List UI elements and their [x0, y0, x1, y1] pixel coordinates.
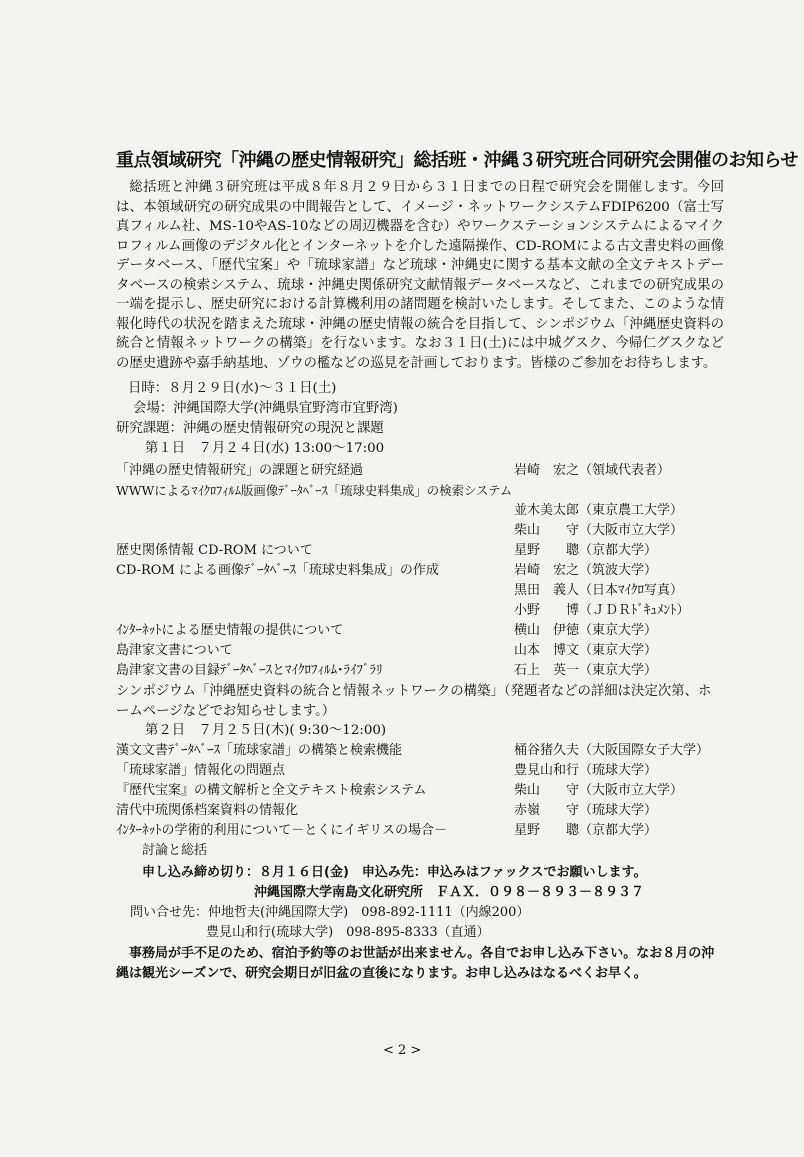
presenter: 小野 博（ＪＤＲﾄﾞｷｭﾒﾝﾄ） [514, 603, 690, 618]
presenter: 柴山 守（大阪市立大学） [514, 523, 684, 538]
presenter: 黒田 義人（日本ﾏｲｸﾛ写真） [514, 583, 684, 598]
program-item: 討論と総括 [142, 843, 208, 858]
symposium-note: シンポジウム「沖縄歴史資料の統合と情報ネットワークの構築」（発題者などの詳細は決定次第、ホームページなどでお知らせします。） [116, 684, 712, 719]
intro-paragraph [116, 178, 724, 373]
intro-text: 総括班と沖縄３研究班は平成８年８月２９日から３１日までの日程で研究会を開催します。今回は、本領域研究の研究成果の中間報告として、イメージ・ネットワークシステムFDIP6200（富士写真フィルム社、MS-10やAS-10などの周辺機器を含む）やワークステーションシステムによるマイクロフィルム画像のデジタル化とインターネットを介した遠隔操作、CD-ROMによる古文書史料の画像データベース、「歴代宝案」や「琉球家譜」など琉球・沖縄史に関する基本文献の全文テキストデータベースの検索システム、琉球・沖縄史関係研究文献情報データベースなど、これまでの研究成果の一端を提示し、歴史研究における計算機利用の諸問題を検討いたします。そしてまた、このような情報化時代の状況を踏まえた琉球・沖縄の歴史情報の統合を目指して、シンポジウム「沖縄歴史資料の統合と情報ネットワークの構築」を行ないます。なお３１日(土)には中城グスク、今帰仁グスクなどの歴史遺跡や嘉手納基地、ゾウの檻などの巡見を計画しております。皆様のご参加をお待ちします。 [116, 180, 724, 371]
program-item: 『歴代宝案』の構文解析と全文テキスト検索システム [116, 783, 427, 798]
program-item: CD-ROM による画像ﾃﾞｰﾀﾍﾞｰｽ「琉球史料集成」の作成 [116, 563, 439, 578]
program-item: 島津家文書について [116, 643, 233, 658]
page-title: 重点領域研究「沖縄の歴史情報研究」総括班・沖縄３研究班合同研究会開催のお知らせ [116, 150, 798, 171]
day2-heading: 第２日 ７月２５日(木)( 9:30～12:00) [145, 723, 387, 738]
research-theme: 研究課題：沖縄の歴史情報研究の現況と課題 [116, 421, 384, 436]
presenter: 石上 英一（東京大学） [514, 663, 658, 678]
contact-line-2: 豊見山和行(琉球大学) 098-895-8333（直通） [206, 925, 490, 940]
event-venue: 会場：沖縄国際大学(沖縄県宜野湾市宜野湾) [133, 401, 398, 416]
presenter: 星野 聰（京都大学） [514, 543, 658, 558]
fax-number: 沖縄国際大学南島文化研究所 ＦＡＸ．０９８－８９３－８９３７ [254, 885, 645, 900]
program-item: ｲﾝﾀｰﾈｯﾄの学術的利用について－とくにイギリスの場合－ [116, 823, 447, 838]
program-item: 「沖縄の歴史情報研究」の課題と研究経過 [116, 463, 364, 478]
program-item: ｲﾝﾀｰﾈｯﾄによる歴史情報の提供について [116, 623, 344, 638]
event-date: 日時：８月２９日(水)～３１日(土) [128, 381, 337, 396]
presenter: 星野 聰（京都大学） [514, 823, 658, 838]
program-item: 「琉球家譜」情報化の問題点 [116, 763, 286, 778]
program-item: 清代中琉関係档案資料の情報化 [116, 803, 299, 818]
presenter: 並木美太郎（東京農工大学） [514, 503, 684, 518]
presenter: 豊見山和行（琉球大学） [514, 763, 658, 778]
contact-line-1: 問い合せ先：仲地哲夫(沖縄国際大学) 098-892-1111（内線200） [130, 905, 530, 920]
presenter: 岩崎 宏之（筑波大学） [514, 563, 658, 578]
closing-note: 事務局が手不足のため、宿泊予約等のお世話が出来ません。各自でお申し込み下さい。なお８月の沖縄は観光シーズンで、研究会期日が旧盆の直後になります。お申し込みはなるべくお早く。 [116, 946, 715, 981]
page-number: < 2 > [383, 1043, 422, 1058]
presenter: 赤嶺 守（琉球大学） [514, 803, 658, 818]
program-item: 島津家文書の目録ﾃﾞｰﾀﾍﾞｰｽとﾏｲｸﾛﾌｨﾙﾑ･ﾗｲﾌﾞﾗﾘ [116, 663, 383, 678]
presenter: 桶谷猪久夫（大阪国際女子大学） [514, 743, 710, 758]
presenter: 山本 博文（東京大学） [514, 643, 658, 658]
program-item: 漢文文書ﾃﾞｰﾀﾍﾞｰｽ「琉球家譜」の構築と検索機能 [116, 743, 403, 758]
presenter: 岩崎 宏之（領域代表者） [514, 463, 671, 478]
program-item: WWWによるﾏｲｸﾛﾌｨﾙﾑ版画像ﾃﾞｰﾀﾍﾞｰｽ「琉球史料集成」の検索システム [116, 483, 513, 498]
presenter: 柴山 守（大阪市立大学） [514, 783, 684, 798]
deadline-text: 申し込み締め切り：８月１６日(金) 申込み先：申込みはファックスでお願いします。 [142, 865, 647, 880]
presenter: 横山 伊徳（東京大学） [514, 623, 658, 638]
program-item: 歴史関係情報 CD-ROM について [116, 543, 313, 558]
day1-heading: 第１日 ７月２４日(水) 13:00～17:00 [145, 441, 385, 456]
